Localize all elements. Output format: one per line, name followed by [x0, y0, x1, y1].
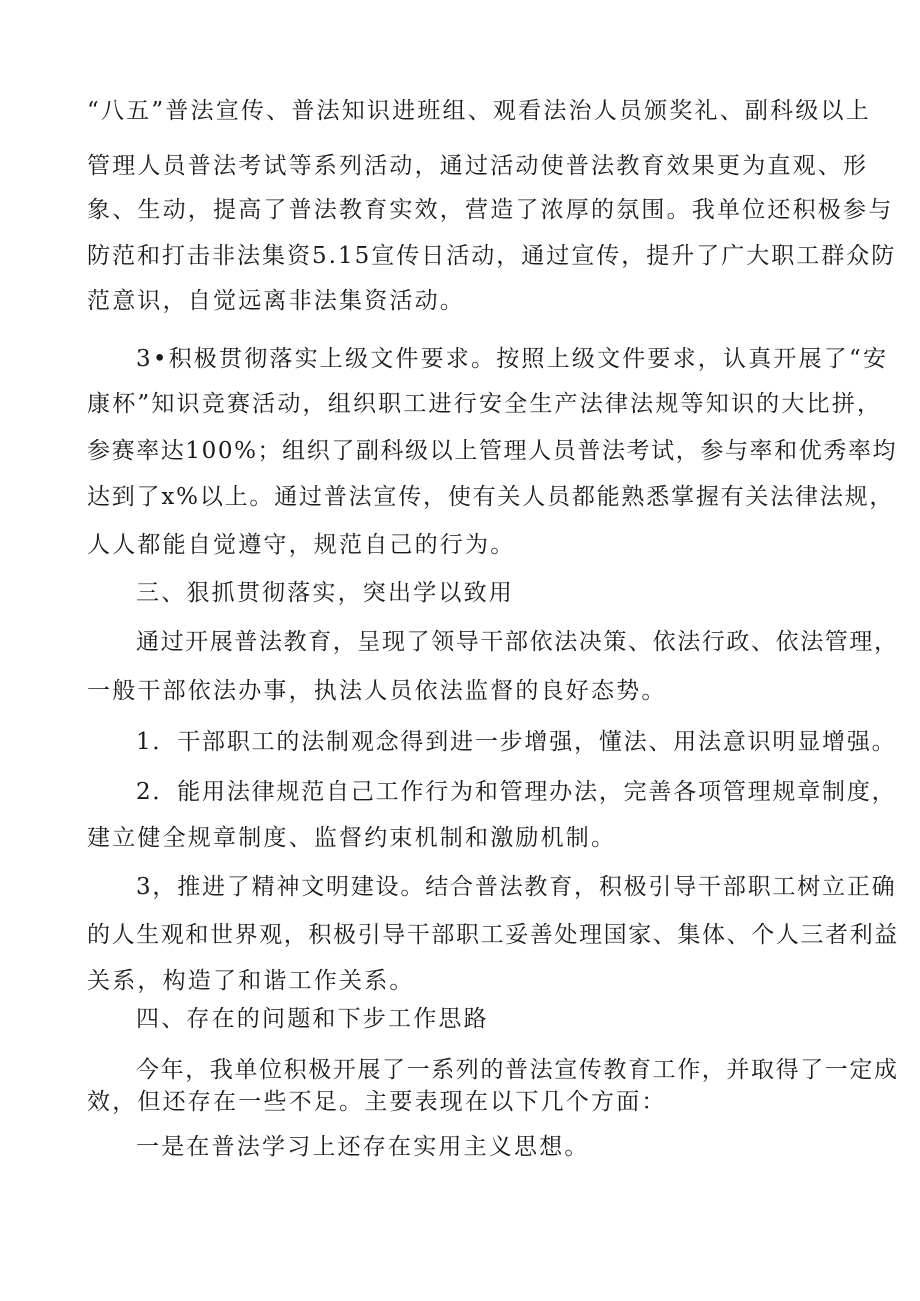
text-line: 范意识，自觉远离非法集资活动。: [87, 288, 465, 314]
text-line: 一是在普法学习上还存在实用主义思想。: [136, 1134, 590, 1160]
text-line: 2．能用法律规范自己工作行为和管理办法，完善各项管理规章制度，: [136, 779, 897, 805]
text-line: 的人生观和世界观，积极引导干部职工妥善处理国家、集体、个人三者利益: [87, 922, 899, 948]
text-line: 达到了x%以上。通过普法宣传，使有关人员都能熟悉掌握有关法律法规，: [87, 484, 895, 510]
text-line: 参赛率达100%；组织了副科级以上管理人员普法考试，参与率和优秀率均: [87, 438, 898, 464]
text-line: 3，推进了精神文明建设。结合普法教育，积极引导干部职工树立正确: [136, 874, 897, 900]
text-line: 建立健全规章制度、监督约束机制和激励机制。: [87, 825, 617, 851]
text-line: 1．干部职工的法制观念得到进一步增强，懂法、用法意识明显增强。: [136, 729, 897, 755]
text-line: 关系，构造了和谐工作关系。: [87, 968, 415, 994]
text-line: 防范和打击非法集资5.15宣传日活动，通过宣传，提升了广大职工群众防: [87, 243, 897, 269]
text-line: 管理人员普法考试等系列活动，通过活动使普法教育效果更为直观、形: [87, 153, 869, 179]
text-line: 象、生动，提高了普法教育实效，营造了浓厚的氛围。我单位还积极参与: [87, 197, 894, 223]
text-line: 效，但还存在一些不足。主要表现在以下几个方面：: [87, 1089, 667, 1115]
text-line: 康杯”知识竞赛活动，组织职工进行安全生产法律法规等知识的大比拼，: [87, 391, 883, 417]
section-heading-4: 四、存在的问题和下步工作思路: [136, 1006, 489, 1032]
section-heading-3: 三、狠抓贯彻落实，突出学以致用: [136, 580, 514, 606]
text-line: 3•积极贯彻落实上级文件要求。按照上级文件要求，认真开展了“安: [136, 346, 889, 372]
text-line: 人人都能自觉遵守，规范自己的行为。: [87, 532, 516, 558]
text-line: 通过开展普法教育，呈现了领导干部依法决策、依法行政、依法管理，: [136, 629, 899, 655]
text-line: 今年，我单位积极开展了一系列的普法宣传教育工作，并取得了一定成: [136, 1057, 899, 1083]
text-line: 一般干部依法办事，执法人员依法监督的良好态势。: [87, 678, 667, 704]
text-line: “八五”普法宣传、普法知识进班组、观看法治人员颁奖礼、副科级以上: [87, 98, 871, 124]
